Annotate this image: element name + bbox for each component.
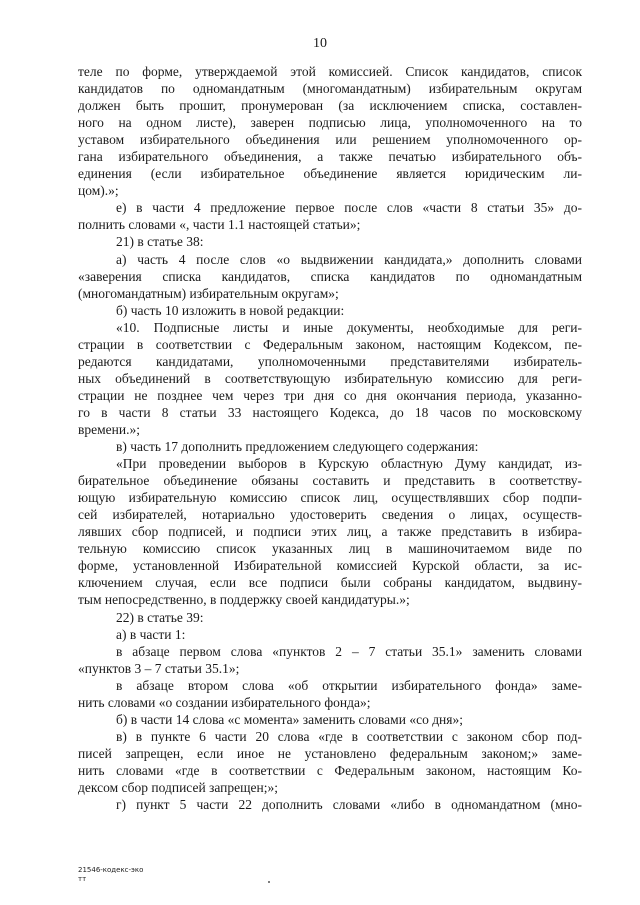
text-line: в абзаце втором слова «об открытии избирательного фонда» заме-: [116, 677, 582, 693]
text-line: е) в части 4 предложение первое после слов «части 8 статьи 35» до-: [116, 200, 582, 216]
text-line: лявших сбор подписей, и подписи этих лиц, а также представить в избира-: [78, 524, 582, 540]
text-line: 21) в статье 38:: [116, 234, 204, 250]
text-line: сей избирателей, нотариально удостоверить сведения о лицах, осуществ-: [78, 507, 582, 523]
footer-document-code: 21546-кодекс-эко: [78, 866, 144, 874]
text-line: б) в части 14 слова «с момента» заменить словами «со дня»;: [116, 711, 463, 727]
text-line: цом).»;: [78, 183, 119, 199]
text-line: «10. Подписные листы и иные документы, необходимые для реги-: [116, 319, 582, 335]
text-line: страции в соответствии с Федеральным законом, настоящим Кодексом, пе-: [78, 336, 582, 352]
text-line: а) в части 1:: [116, 626, 186, 642]
text-line: го в части 8 статьи 33 настоящего Кодекса, до 18 часов по московскому: [78, 404, 582, 420]
text-line: форме, установленной Избирательной комиссией Курской области, за ис-: [78, 558, 582, 574]
text-line: нить словами «о создании избирательного фонда»;: [78, 694, 371, 710]
text-line: в) часть 17 дополнить предложением следующего содержания:: [116, 439, 479, 455]
text-line: б) часть 10 изложить в новой редакции:: [116, 302, 345, 318]
text-line: полнить словами «, части 1.1 настоящей статьи»;: [78, 217, 361, 233]
text-line: гана избирательного объединения, а также печатью избирательного объ-: [78, 149, 582, 165]
text-line: «пунктов 3 – 7 статьи 35.1»;: [78, 660, 240, 676]
page-number: 10: [313, 36, 327, 51]
text-line: г) пункт 5 части 22 дополнить словами «либо в одномандатном (мно-: [116, 797, 582, 813]
text-line: в абзаце первом слова «пунктов 2 – 7 статьи 35.1» заменить словами: [116, 643, 582, 659]
text-line: ного на одном листе), заверен подписью лица, уполномоченного на то: [78, 115, 582, 131]
text-line: в) в пункте 6 части 20 слова «где в соответствии с законом сбор под-: [116, 728, 582, 744]
text-line: «заверения списка кандидатов, списка кандидатов по одномандатным: [78, 268, 582, 284]
text-line: (многомандатным) избирательным округам»;: [78, 285, 339, 301]
text-line: страции не позднее чем через три дня со дня окончания периода, указанно-: [78, 387, 582, 403]
text-line: дексом сбор подписей запрещен;»;: [78, 779, 279, 795]
text-line: 22) в статье 39:: [116, 609, 204, 625]
text-line: тельную комиссию список указанных лиц в машиночитаемом виде по: [78, 541, 582, 557]
text-line: нить словами «где в соответствии с Федеральным законом, настоящим Ко-: [78, 762, 582, 778]
text-line: ключением случая, если все подписи были собраны кандидатом, выдвину-: [78, 575, 582, 591]
text-line: бирательное объединение обязаны составить и представить в соответству-: [78, 473, 582, 489]
document-body: [78, 63, 582, 813]
text-line: единения (если избирательное объединение является юридическим ли-: [78, 166, 582, 182]
text-line: кандидатов по одномандатным (многомандатным) избирательным округам: [78, 81, 582, 97]
text-line: а) часть 4 после слов «о выдвижении кандидата,» дополнить словами: [116, 251, 582, 267]
text-line: уставом избирательного объединения или решением уполномоченного ор-: [78, 132, 582, 148]
text-line: редаются кандидатами, уполномоченными представителями избиратель-: [78, 353, 582, 369]
text-line: ных объединений в соответствующую избирательную комиссию для реги-: [78, 370, 582, 386]
text-line: тым непосредственно, в поддержку своей кандидатуры.»;: [78, 592, 410, 608]
text-line: должен быть прошит, пронумерован (за исключением списка, составлен-: [78, 98, 582, 114]
text-line: времени.»;: [78, 421, 140, 437]
text-line: теле по форме, утверждаемой этой комиссией. Список кандидатов, список: [78, 64, 582, 79]
text-line: ющую избирательную комиссию список лиц, осуществлявших сбор подпи-: [78, 490, 582, 506]
scan-speck: [268, 881, 270, 883]
footer-initials: тт: [78, 875, 87, 883]
text-line: писей запрещен, если иное не установлено федеральным законом;» заме-: [78, 745, 582, 761]
text-line: «При проведении выборов в Курскую областную Думу кандидат, из-: [116, 456, 582, 472]
document-footer: [78, 866, 143, 884]
